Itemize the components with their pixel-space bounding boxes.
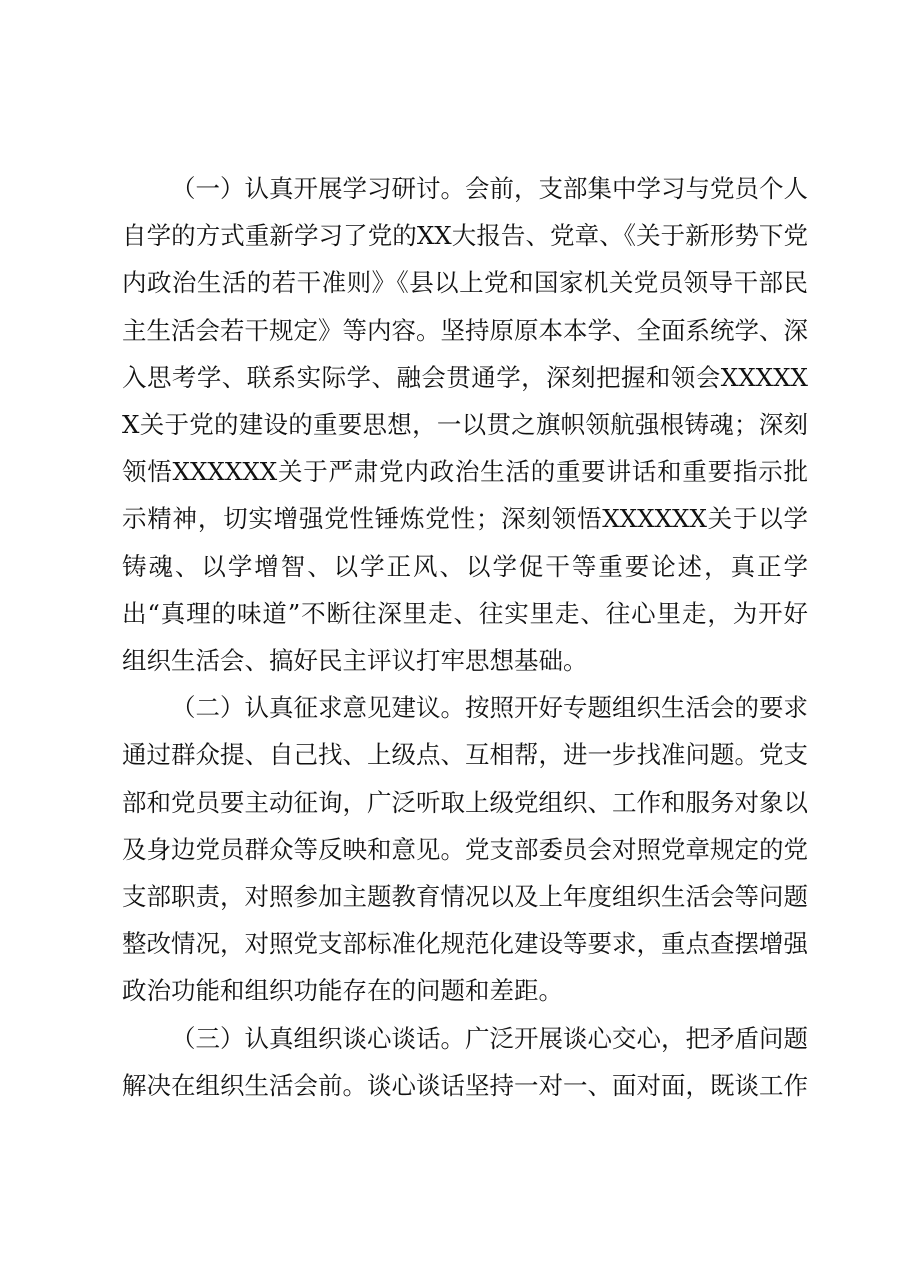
paragraph-heart-to-heart-talks: （三）认真组织谈心谈话。广泛开展谈心交心，把矛盾问题解决在组织生活会前。谈心谈话坚持一对一、面对面，既谈工作 bbox=[122, 1023, 808, 1100]
paragraph-solicit-opinions: （二）认真征求意见建议。按照开好专题组织生活会的要求通过群众提、自己找、上级点、互相帮，进一步找准问题。党支部和党员要主动征询，广泛听取上级党组织、工作和服务对象以及身边党员群众等反映和意见。党支部委员会对照党章规定的党支部职责，对照参加主题教育情况以及上年度组织生活会等问题整改情况，对照党支部标准化规范化建设等要求，重点查摆增强政治功能和组织功能存在的问题和差距。 bbox=[122, 693, 808, 1006]
document-body bbox=[122, 165, 808, 1109]
paragraph-study-discussion: （一）认真开展学习研讨。会前，支部集中学习与党员个人自学的方式重新学习了党的XX大报告、党章、《关于新形势下党内政治生活的若干准则》《县以上党和国家机关党员领导干部民主生活会若干规定》等内容。坚持原原本本学、全面系统学、深入思考学、联系实际学、融会贯通学，深刻把握和领会XXXXXX关于党的建设的重要思想，一以贯之旗帜领航强根铸魂；深刻领悟XXXXXX关于严肃党内政治生活的重要讲话和重要指示批示精神，切实增强党性锤炼党性；深刻领悟XXXXXX关于以学铸魂、以学增智、以学正风、以学促干等重要论述，真正学出“真理的味道”不断往深里走、往实里走、往心里走，为开好组织生活会、搞好民主评议打牢思想基础。 bbox=[122, 174, 808, 676]
